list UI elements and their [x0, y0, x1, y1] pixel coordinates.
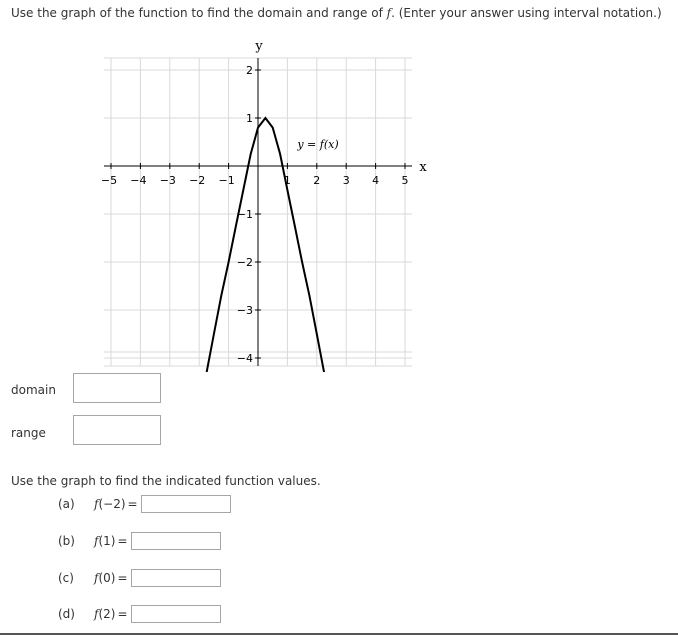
- graph-axes: [104, 58, 412, 366]
- x-tick-label: 5: [401, 174, 409, 187]
- f-1-input[interactable]: [131, 532, 221, 550]
- function-argument: (0): [98, 571, 116, 585]
- y-axis-label: y: [255, 39, 263, 54]
- function-name: f: [94, 534, 99, 548]
- y-tick-label: 1: [246, 112, 253, 125]
- equals-sign: =: [117, 571, 128, 585]
- f-0-input[interactable]: [131, 569, 221, 587]
- y-tick-label: −4: [236, 352, 253, 365]
- equals-sign: =: [117, 534, 128, 548]
- function-curve: [207, 118, 325, 372]
- x-tick-label: −4: [130, 174, 147, 187]
- equals-sign: =: [127, 497, 138, 511]
- function-value-row-a: [58, 495, 231, 513]
- y-tick-label: −3: [236, 304, 253, 317]
- x-tick-label: −5: [100, 174, 118, 187]
- x-tick-label: −1: [218, 174, 235, 187]
- x-tick-label: 3: [342, 174, 350, 187]
- function-value-row-b: [58, 532, 221, 550]
- question-text-part1: Use the graph of the function to find the domain and range of: [11, 6, 387, 20]
- part-letter: (d): [58, 607, 75, 621]
- domain-input[interactable]: [73, 373, 161, 403]
- equals-sign: =: [117, 607, 128, 621]
- range-label: range: [11, 426, 46, 440]
- x-tick-label: −2: [189, 174, 206, 187]
- function-name: f: [94, 497, 99, 511]
- y-tick-label: −1: [236, 208, 253, 221]
- y-tick-label: 2: [246, 64, 253, 77]
- domain-label: domain: [11, 383, 56, 397]
- part-letter: (b): [58, 534, 75, 548]
- f-neg2-input[interactable]: [141, 495, 231, 513]
- function-label: y = f(x): [297, 138, 339, 151]
- function-argument: (1): [98, 534, 116, 548]
- part-letter: (c): [58, 571, 74, 585]
- function-name: f: [94, 571, 99, 585]
- x-tick-label: 1: [283, 174, 291, 187]
- function-argument: (−2): [98, 497, 126, 511]
- x-tick-label: −3: [159, 174, 176, 187]
- question-function-name: f: [386, 6, 392, 20]
- y-tick-label: −2: [236, 256, 253, 269]
- function-name: f: [94, 607, 99, 621]
- x-tick-label: 4: [372, 174, 380, 187]
- function-values-instruction: Use the graph to find the indicated function values.: [11, 474, 321, 488]
- function-value-row-d: [58, 605, 221, 623]
- x-axis-label: x: [419, 160, 427, 175]
- x-tick-label: 2: [313, 174, 321, 187]
- f-2-input[interactable]: [131, 605, 221, 623]
- function-value-row-c: [58, 569, 221, 587]
- range-input[interactable]: [73, 415, 161, 445]
- question-text-part2: . (Enter your answer using interval notation.): [391, 6, 662, 20]
- function-argument: (2): [98, 607, 116, 621]
- bottom-divider: [0, 633, 678, 635]
- part-letter: (a): [58, 497, 75, 511]
